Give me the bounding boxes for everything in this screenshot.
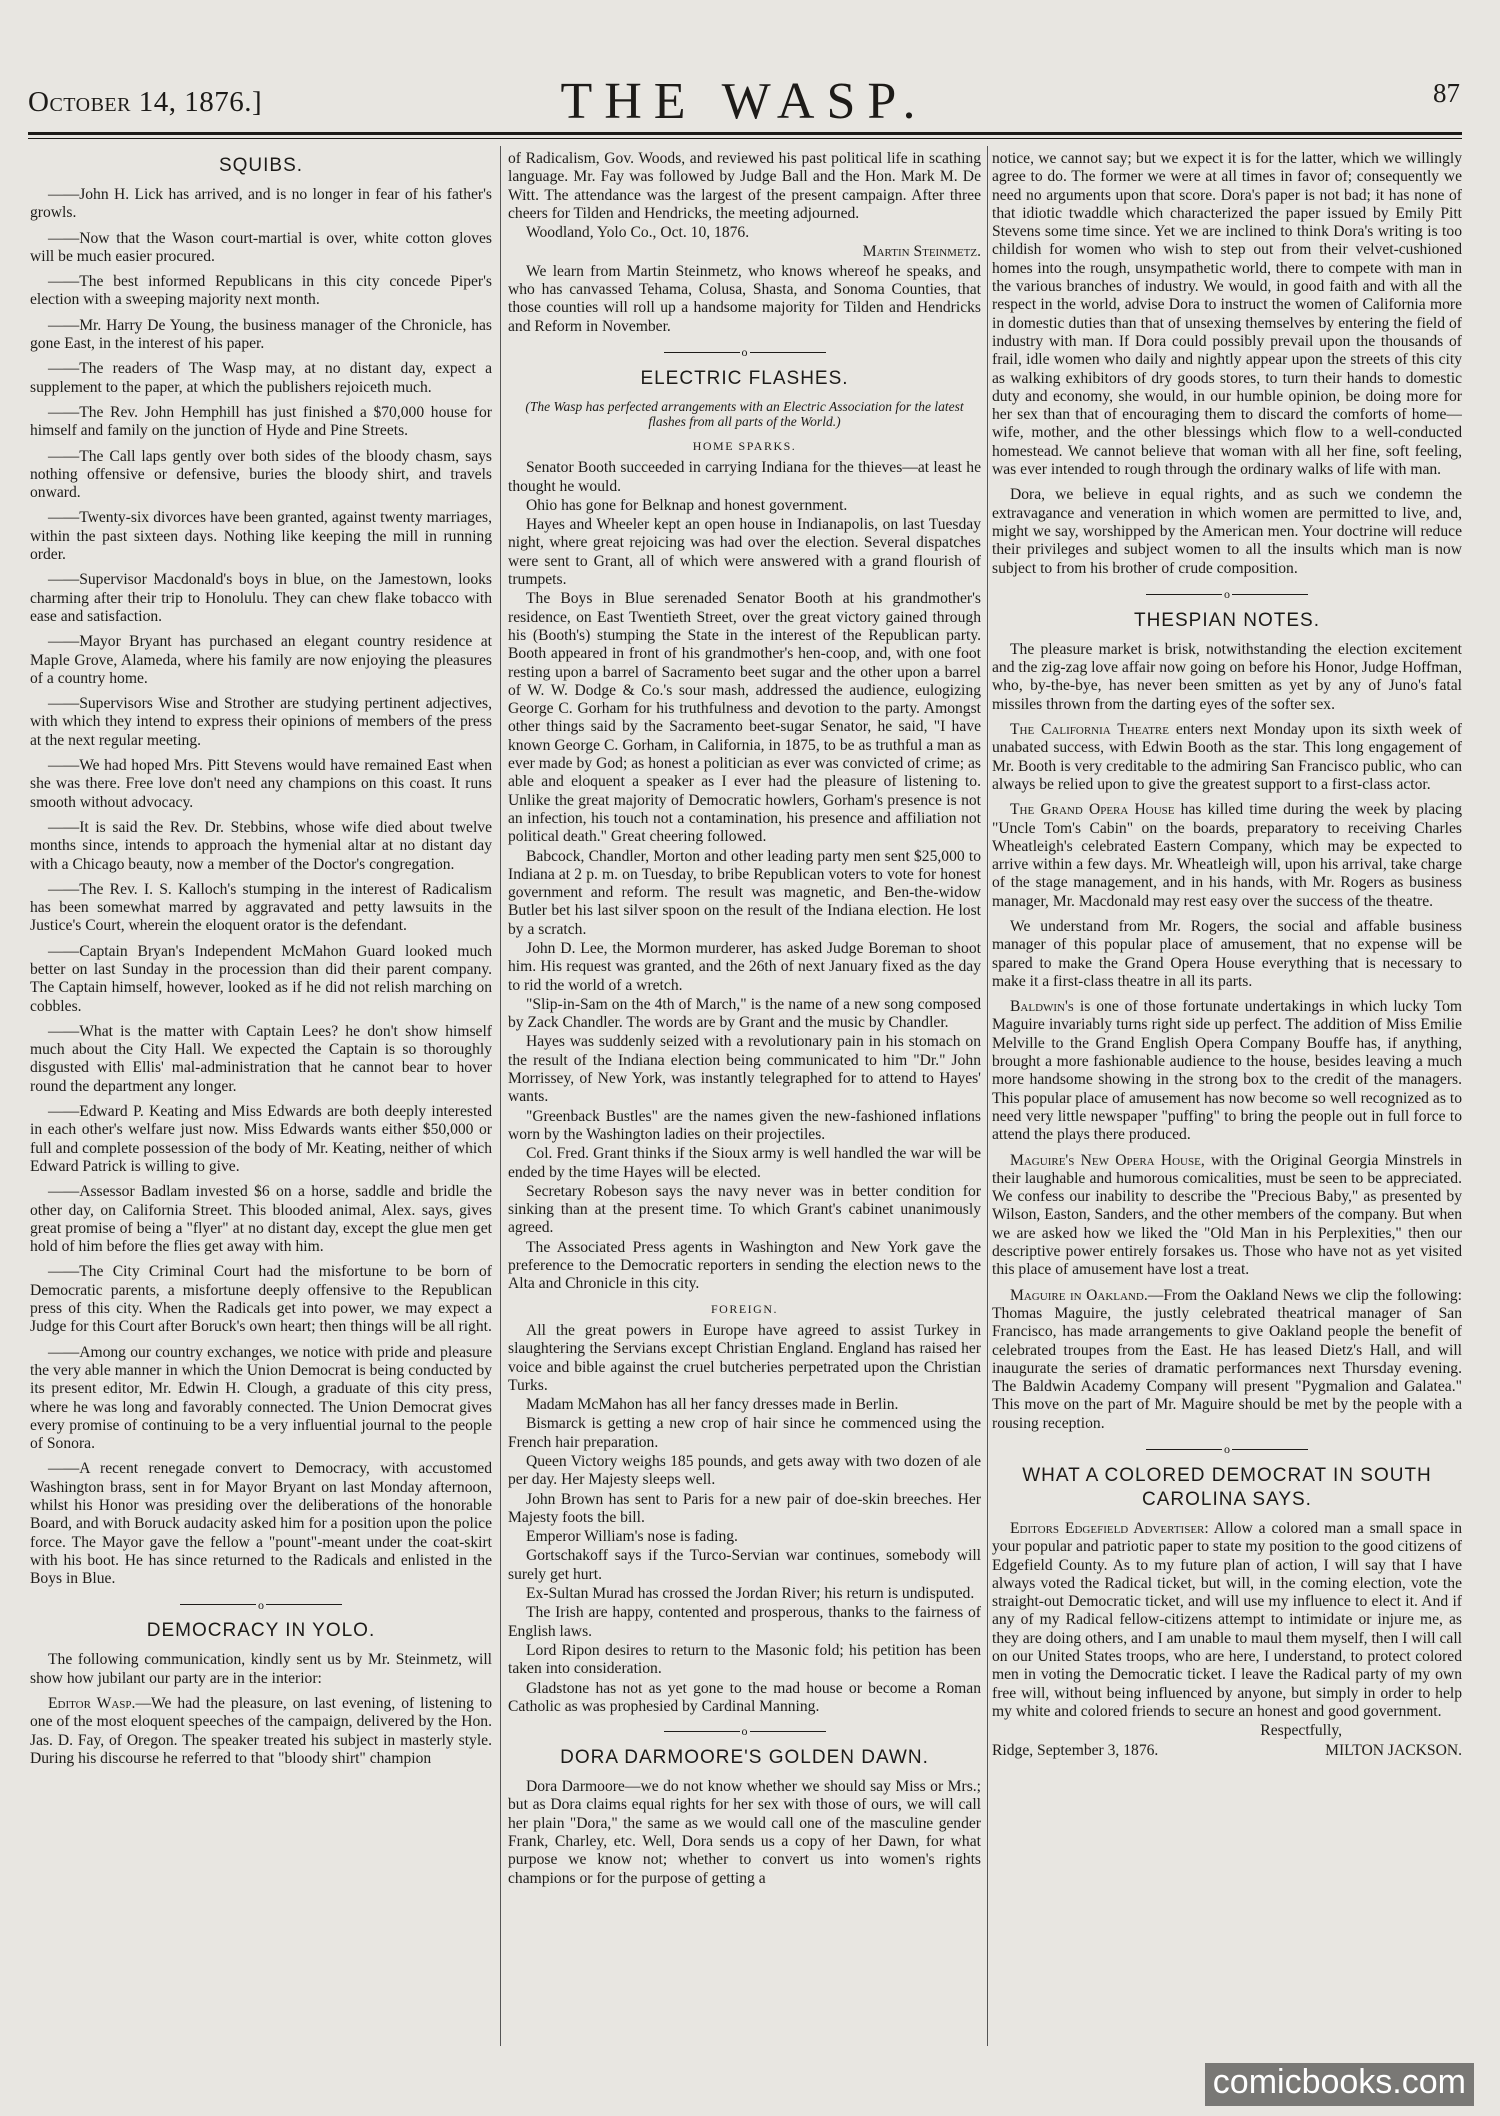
masthead-rule-thick: [28, 132, 1462, 135]
squib-item: ——Captain Bryan's Independent McMahon Guard looked much better on last Sunday in the procession than did their parent company. The Captain himself, however, looked as if he did not relish marching on cobbles.: [30, 942, 492, 1015]
theatre-name: Maguire in Oakland: [1010, 1286, 1144, 1304]
theatre-name: Baldwin's: [1010, 998, 1074, 1016]
thespian-note: [992, 721, 1462, 794]
foreign-item: Lord Ripon desires to return to the Masonic fold; his petition has been taken into consideration.: [508, 1641, 981, 1678]
squib-item: ——The City Criminal Court had the misfortune to be born of Democratic parents, a misfortune deeply offensive to the Republican press of this city. When the Radicals get into power, we may expect a Judge for this Court after Boruck's own heart; then things will be all right.: [30, 1263, 492, 1336]
foreign-item: All the great powers in Europe have agreed to assist Turkey in slaughtering the Servians except Christian England. England has raised her voice and bible against the cruel butcheries perpetrated upon the Christian Turks.: [508, 1321, 981, 1394]
electric-flashes-heading: ELECTRIC FLASHES.: [640, 367, 849, 389]
democracy-postscript: We learn from Martin Steinmetz, who knows whereof he speaks, and who has canvassed Tehama, Colusa, Shasta, and Sonoma Counties, that those counties will roll up a handsome majority for Tilden and Hendricks and Reform in November.: [508, 262, 981, 335]
letter-signature: MILTON JACKSON.: [1325, 1741, 1462, 1759]
squib-item: ——The best informed Republicans in this city concede Piper's election with a sweeping majority next month.: [30, 273, 492, 309]
home-spark-item: "Slip-in-Sam on the 4th of March," is the name of a new song composed by Zack Chandler. The words are by Grant and the music by Chandler.: [508, 995, 981, 1032]
masthead: [28, 72, 1460, 132]
page-number: 87: [1433, 78, 1460, 108]
letter-salutation: Editor Wasp.: [48, 1695, 136, 1713]
squib-item: ——Assessor Badlam invested $6 on a horse, saddle and bridle the other day, on California Street. This blooded animal, Alex. says, gives great promise of being a "flyer" at no distant day, except the glue men get hold of him before the flies get away with him.: [30, 1183, 492, 1256]
electric-flashes-subhead: (The Wasp has perfected arrangements with an Electric Association for the latest flashes from all parts of the World.): [525, 398, 964, 429]
squib-item: ——The Rev. I. S. Kalloch's stumping in the interest of Radicalism has been somewhat marred by aggravated and petty lawsuits in the Justice's Court, wherein the eloquent orator is the defendant.: [30, 880, 492, 935]
home-spark-item: The Associated Press agents in Washington and New York gave the preference to the Democratic reporters in sending the election news to the Alta and Chronicle in this city.: [508, 1238, 981, 1293]
foreign-item: Gortschakoff says if the Turco-Servian war continues, somebody will surely get hurt.: [508, 1547, 981, 1583]
dora-article-paragraph: Dora, we believe in equal rights, and as such we condemn the extravagance and veneration in which women are permitted to live, and, might we say, worshipped by the American men. Your doctrine will reduce their privileges and subject women to all the insults which man is now subject to from his brother of crude composition.: [992, 486, 1462, 577]
home-spark-item: Hayes was suddenly seized with a revolutionary pain in his stomach on the result of the Indiana election being communicated to him "Dr." John Morrissey, of New York, was instantly telegraphed for to attend to Hayes' wants.: [508, 1033, 981, 1106]
section-separator: o: [508, 1722, 981, 1736]
home-spark-item: Col. Fred. Grant thinks if the Sioux army is well handled the war will be ended by the time Hayes will be elected.: [508, 1145, 981, 1181]
theatre-name: The Grand Opera House: [1010, 801, 1175, 819]
home-spark-item: Babcock, Chandler, Morton and other leading party men sent $25,000 to Indiana at 2 p. m. on Tuesday, to bribe Republican voters to vote for honest government and reform. The result was magnetic, and Ben-the-widow Butler bet his last silver spoon on the result of the Indiana election. He lost by a scratch.: [508, 847, 981, 938]
squib-item: ——Edward P. Keating and Miss Edwards are both deeply interested in each other's welfare just now. Miss Edwards wants either $50,000 or full and complete possession of the body of Mr. Keating, neither of which Edward Patrick is willing to give.: [30, 1103, 492, 1175]
squib-item: ——Now that the Wason court-martial is over, white cotton gloves will be much easier procured.: [30, 229, 492, 265]
section-separator: o: [992, 585, 1462, 599]
squib-item: ——Mr. Harry De Young, the business manager of the Chronicle, has gone East, in the interest of his paper.: [30, 316, 492, 353]
home-spark-item: Ohio has gone for Belknap and honest government.: [526, 496, 848, 514]
home-spark-item: Senator Booth succeeded in carrying Indiana for the thieves—at least he thought he would.: [508, 459, 981, 495]
newspaper-title: THE WASP.: [560, 73, 928, 130]
foreign-item: Ex-Sultan Murad has crossed the Jordan River; his return is undisputed.: [526, 1585, 975, 1603]
colored-democrat-letter: [992, 1520, 1462, 1721]
foreign-item: Bismarck is getting a new crop of hair since he commenced using the French hair preparation.: [508, 1415, 981, 1451]
squib-item: ——Supervisor Macdonald's boys in blue, on the Jamestown, looks charming after their trip to Honolulu. They can chew flake tobacco with ease and satisfaction.: [30, 571, 492, 625]
squibs-heading: SQUIBS.: [218, 155, 304, 176]
squib-item: ——What is the matter with Captain Lees? he don't show himself much about the City Hall. We expected the Captain is so thoroughly disgusted with Ellis' mal-administration that he cannot bear to hover round the department any longer.: [30, 1022, 492, 1095]
letter-signoff: [992, 1742, 1462, 1760]
home-spark-item: Secretary Robeson says the navy never was in better condition for sinking than at the present time. To which Grant's cabinet unanimously agreed.: [508, 1182, 981, 1237]
squib-item: ——Twenty-six divorces have been granted, against twenty marriages, within the past sixteen days. Nothing like keeping the mill in running order.: [30, 509, 492, 564]
section-separator: o: [992, 1440, 1462, 1454]
thespian-note: [992, 801, 1462, 911]
democracy-heading: DEMOCRACY IN YOLO.: [146, 1620, 376, 1642]
letter-place-date: Ridge, September 3, 1876.: [992, 1741, 1159, 1759]
note-text: We understand from Mr. Rogers, the social and affable business manager of this popular place of amusement, that no expense will be spared to make the Grand Opera House everything that is necessary to make it a first-class theatre in all its parts.: [992, 917, 1462, 990]
home-spark-item: The Boys in Blue serenaded Senator Booth at his grandmother's residence, on East Twentieth Street, over the great victory gained through his (Booth's) stumping the State in the interest of the Republican party. Booth appeared in front of his grandmother's hen-coop, and, with one foot resting upon a barrel of Sacramento beet sugar and the other upon a barrel of W. W. Dodge & Co.'s sour mash, addressed the audience, eulogizing George C. Gorham for his truthfulness and devotion to the party. Amongst other things said by the Sacramento beet-sugar Senator, he said, "I have known George C. Gorham, in California, in 1875, to be as truthful a man as ever made by God; as honest a politician as ever was convicted of crime; as able and eloquent a speaker as I ever had the pleasure of listening to. Unlike the great majority of Democratic howlers, Gorham's presence is not an infection, his touch not a contamination, his presence and affiliation not political death." Great cheering followed.: [508, 590, 981, 846]
masthead-rule-thin: [28, 138, 1462, 139]
watermark: comicbooks.com: [1205, 2063, 1474, 2106]
note-text: enters next Monday upon its sixth week of unabated success, with Edwin Booth as the star. This long engagement of Mr. Booth is very creditable to the admiring San Francisco public, who can always be relied upon to give the greatest support to a first-class actor.: [992, 721, 1462, 793]
letter-salutation: Editors Edgefield Advertiser: [1010, 1520, 1205, 1537]
foreign-item: Madam McMahon has all her fancy dresses made in Berlin.: [526, 1396, 899, 1414]
squib-item: ——Among our country exchanges, we notice with pride and pleasure the very able manner in which the Union Democrat is being conducted by its present editor, Mr. Edwin H. Clough, a graduate of this city press, where he was long and favorably connected. The Union Democrat gives every promise of continuing to be a very influential journal to the people of Sonora.: [30, 1343, 492, 1453]
column-divider: [987, 146, 988, 2046]
thespian-note: [992, 1287, 1462, 1433]
home-sparks-list: [508, 459, 981, 1293]
issue-date: October 14, 1876.]: [28, 86, 263, 118]
squib-item: ——Mayor Bryant has purchased an elegant country residence at Maple Grove, Alameda, where his family are now enjoying the pleasures of a country home.: [30, 633, 492, 687]
theatre-name: The California Theatre: [1010, 721, 1169, 739]
squib-item: ——Supervisors Wise and Strother are studying pertinent adjectives, with which they intend to express their opinions of members of the press at the next regular meeting.: [30, 695, 492, 749]
note-text: is one of those fortunate undertakings in which lucky Tom Maguire invariably turns right side up perfect. The addition of Miss Emilie Melville to the Grand English Opera Company Bouffe has, if anything, brought a more fashionable audience to the house, besides leaving a much more handsome showing in the strong box to the credit of the managers. This popular place of amusement has now become so well recognized as to need very little newspaper "puffing" to bring the people out in full force to attend the plays there produced.: [992, 998, 1462, 1144]
dora-article-continued: notice, we cannot say; but we expect it is for the latter, which we willingly agree to do. The former we were at all times in favor of; consequently we need no arguments upon that score. Dora's paper is not bad; it has none of that idiotic twaddle which characterized the paper issued by Emily Pitt Stevens some time since. Yet we are inclined to think Dora's writing is too childish for women who wish to step out from their velvet-cushioned homes into the rough, unsympathetic world, there to compete with man in the various branches of industry. We would, in good faith and with all the respect in the world, advise Dora to instruct the women of California more in domestic duties than that of unsexing themselves by entering the field of industry with man. If Dora could possibly prevail upon the thousands of frail, idle women who daily and nightly appear upon the streets of this city as walking exhibitors of dry goods stores, to turn their hands to domestic duty and economy, she would, in our humble opinion, be doing more for her sex than that of encouraging them to discard the comforts of home—wife, mother, and the other blessings which flow to a well-conducted homestead. We cannot believe that woman with all her fine, soft feeling, was ever intended to rough through the ordinary walks of life with man.: [992, 150, 1462, 479]
squibs-list: [30, 186, 492, 1588]
home-spark-item: "Greenback Bustles" are the names given the new-fashioned inflations worn by the Washington ladies on their projectiles.: [508, 1107, 981, 1143]
home-spark-item: Hayes and Wheeler kept an open house in Indianapolis, on last Tuesday night, where great rejoicing was had over the election. Several dispatches were sent to Grant, all of which were answered with a grand flourish of trumpets.: [508, 516, 981, 589]
note-text: has killed time during the week by placing "Uncle Tom's Cabin" on the boards, preparatory to receiving Charles Wheatleigh's celebrated Eastern Company, which may be expected to arrive within a few days. Mr. Wheatleigh will, upon his arrival, take charge of the stage management, and in his hands, with Mr. Rogers as business manager, Mr. Macdonald may rest easy over the success of the theatre.: [992, 801, 1462, 910]
section-separator: o: [30, 1595, 492, 1609]
foreign-label: FOREIGN.: [710, 1301, 778, 1316]
squib-item: ——A recent renegade convert to Democracy, with accustomed Washington brass, sent in for Mayor Bryant on last Monday afternoon, whilst his Honor was presiding over the deliberations of the honorable Board, and with Boruck audacity asked him for a position upon the police force. The Mayor gave the fellow a "pount"-meant under the coat-skirt with his boot. He has since returned to the Radicals and enlisted in the Boys in Blue.: [30, 1460, 492, 1588]
thespian-note: [992, 918, 1462, 991]
column-three: [992, 150, 1462, 2045]
thespian-heading: THESPIAN NOTES.: [1133, 609, 1321, 631]
letter-body: —We had the pleasure, on last evening, of listening to one of the most eloquent speeches of the campaign, delivered by the Hon. Jas. D. Fay, of Oregon. The speaker treated his subject in masterly style. During his discourse he referred to that "bloody shirt" champion: [30, 1695, 492, 1767]
note-text: , with the Original Georgia Minstrels in their laughable and humorous comicalities, must be seen to be appreciated. We confess our inability to describe the "Precious Baby," as presented by Wilson, Easton, Sanders, and the other members of the company. But when we are asked how we liked the "Old Man in his Perplexities," then our descriptive power entirely forsakes us. Those who have not as yet visited this place of amusement have lost a treat.: [992, 1151, 1462, 1279]
democracy-intro: The following communication, kindly sent us by Mr. Steinmetz, will show how jubilant our party are in the interior:: [30, 1651, 492, 1687]
dora-heading: DORA DARMOORE'S GOLDEN DAWN.: [560, 1747, 929, 1769]
column-divider: [500, 146, 501, 2046]
squib-item: ——It is said the Rev. Dr. Stebbins, whose wife died about twelve months since, intends to approach the hymenial altar at no distant day with a Chicago beauty, now a member of the Doctor's congregation.: [30, 818, 492, 873]
theatre-name: Maguire's New Opera House: [1010, 1151, 1201, 1169]
letter-place-date: Woodland, Yolo Co., Oct. 10, 1876.: [526, 224, 750, 242]
foreign-item: Gladstone has not as yet gone to the mad house or become a Roman Catholic as was prophesied by Cardinal Manning.: [508, 1679, 981, 1715]
squib-item: ——We had hoped Mrs. Pitt Stevens would have remained East when she was there. Free love don't need any champions on this coast. It runs smooth without advocacy.: [30, 757, 492, 811]
foreign-item: The Irish are happy, contented and prosperous, thanks to the fairness of English laws.: [508, 1604, 981, 1640]
letter-signature: Martin Steinmetz.: [862, 243, 981, 261]
squib-item: ——John H. Lick has arrived, and is no longer in fear of his father's growls.: [30, 186, 492, 222]
democracy-letter-continued: of Radicalism, Gov. Woods, and reviewed his past political life in scathing language. Mr. Fay was followed by Judge Ball and the Hon. Mark M. De Witt. The attendance was the largest of the present campaign. After three cheers for Tilden and Hendricks, the meeting adjourned.: [508, 150, 981, 222]
squib-item: ——The readers of The Wasp may, at no distant day, expect a supplement to the paper, at which the publishers rejoiceth much.: [30, 360, 492, 396]
letter-body: : Allow a colored man a small space in your popular and patriotic paper to state my position to the good citizens of Edgefield County. As to my future plan of action, I will say that I have always voted the Radical ticket, but will, in the coming election, vote the straight-out Democratic ticket, and will use my influence to elect it. And if any of my Radical fellow-citizens attempt to intimidate or injure me, as they are doing others, and I am unable to maul them myself, then I will call on our United States troops, who are here, I understand, to protect colored men in voting the Democratic ticket. I leave the Radical party of my own free will, without being influenced by anyone, but simply in order to help my white and colored friends to secure an honest and good government.: [992, 1520, 1462, 1720]
letter-closing: Respectfully,: [1260, 1722, 1342, 1740]
section-separator: o: [508, 343, 981, 357]
colored-democrat-heading: WHAT A COLORED DEMOCRAT IN SOUTH CAROLINA SAYS.: [1022, 1465, 1432, 1510]
foreign-item: John Brown has sent to Paris for a new pair of doe-skin breeches. Her Majesty foots the bill.: [508, 1490, 981, 1526]
democracy-letter: [30, 1695, 492, 1768]
column-one: [30, 150, 492, 2045]
foreign-list: [508, 1322, 981, 1716]
squib-item: ——The Rev. John Hemphill has just finished a $70,000 house for himself and family on the junction of Hyde and Pine Streets.: [30, 403, 492, 440]
thespian-note: [992, 998, 1462, 1144]
squib-item: ——The Call laps gently over both sides of the bloody chasm, says nothing offensive or defensive, buries the bloody shirt, and travels onward.: [30, 447, 492, 502]
thespian-notes-list: [992, 721, 1462, 1433]
dora-article-start: Dora Darmoore—we do not know whether we should say Miss or Mrs.; but as Dora claims equal rights for her sex with those of ours, we will call her plain "Dora," the same as we would call one of the masculine gender Frank, Charley, etc. Well, Dora sends us a copy of her Dawn, for what purpose we know not; whether to convert us into women's rights champions or for the purpose of getting a: [508, 1778, 981, 1887]
column-two: [508, 150, 981, 2045]
note-text: .—From the Oakland News we clip the following: Thomas Maguire, the justly celebrated theatrical manager of San Francisco, has made arrangements to give Oakland people the benefit of celebrated troupes from the East. He has leased Dietz's Hall, and will inaugurate the series of dramatic performances next Thursday evening. The Baldwin Academy Company will present "Pygmalion and Galatea." This move on the part of Mr. Maguire should be met by the people with a rousing reception.: [992, 1286, 1462, 1432]
home-spark-item: John D. Lee, the Mormon murderer, has asked Judge Boreman to shoot him. His request was granted, and the 26th of next January fixed as the day to rid the world of a wretch.: [508, 939, 981, 994]
home-sparks-label: HOME SPARKS.: [692, 438, 797, 453]
foreign-item: Queen Victory weighs 185 pounds, and gets away with two dozen of ale per day. Her Majesty sleeps well.: [508, 1453, 981, 1489]
thespian-intro: The pleasure market is brisk, notwithstanding the election excitement and the zig-zag love affair now going on before his Honor, Judge Hoffman, who, by-the-bye, has never been smitten as yet by any of Juno's fatal missiles thrown from the darting eyes of the softer sex.: [992, 640, 1462, 713]
thespian-note: [992, 1152, 1462, 1280]
foreign-item: Emperor William's nose is fading.: [526, 1528, 738, 1546]
